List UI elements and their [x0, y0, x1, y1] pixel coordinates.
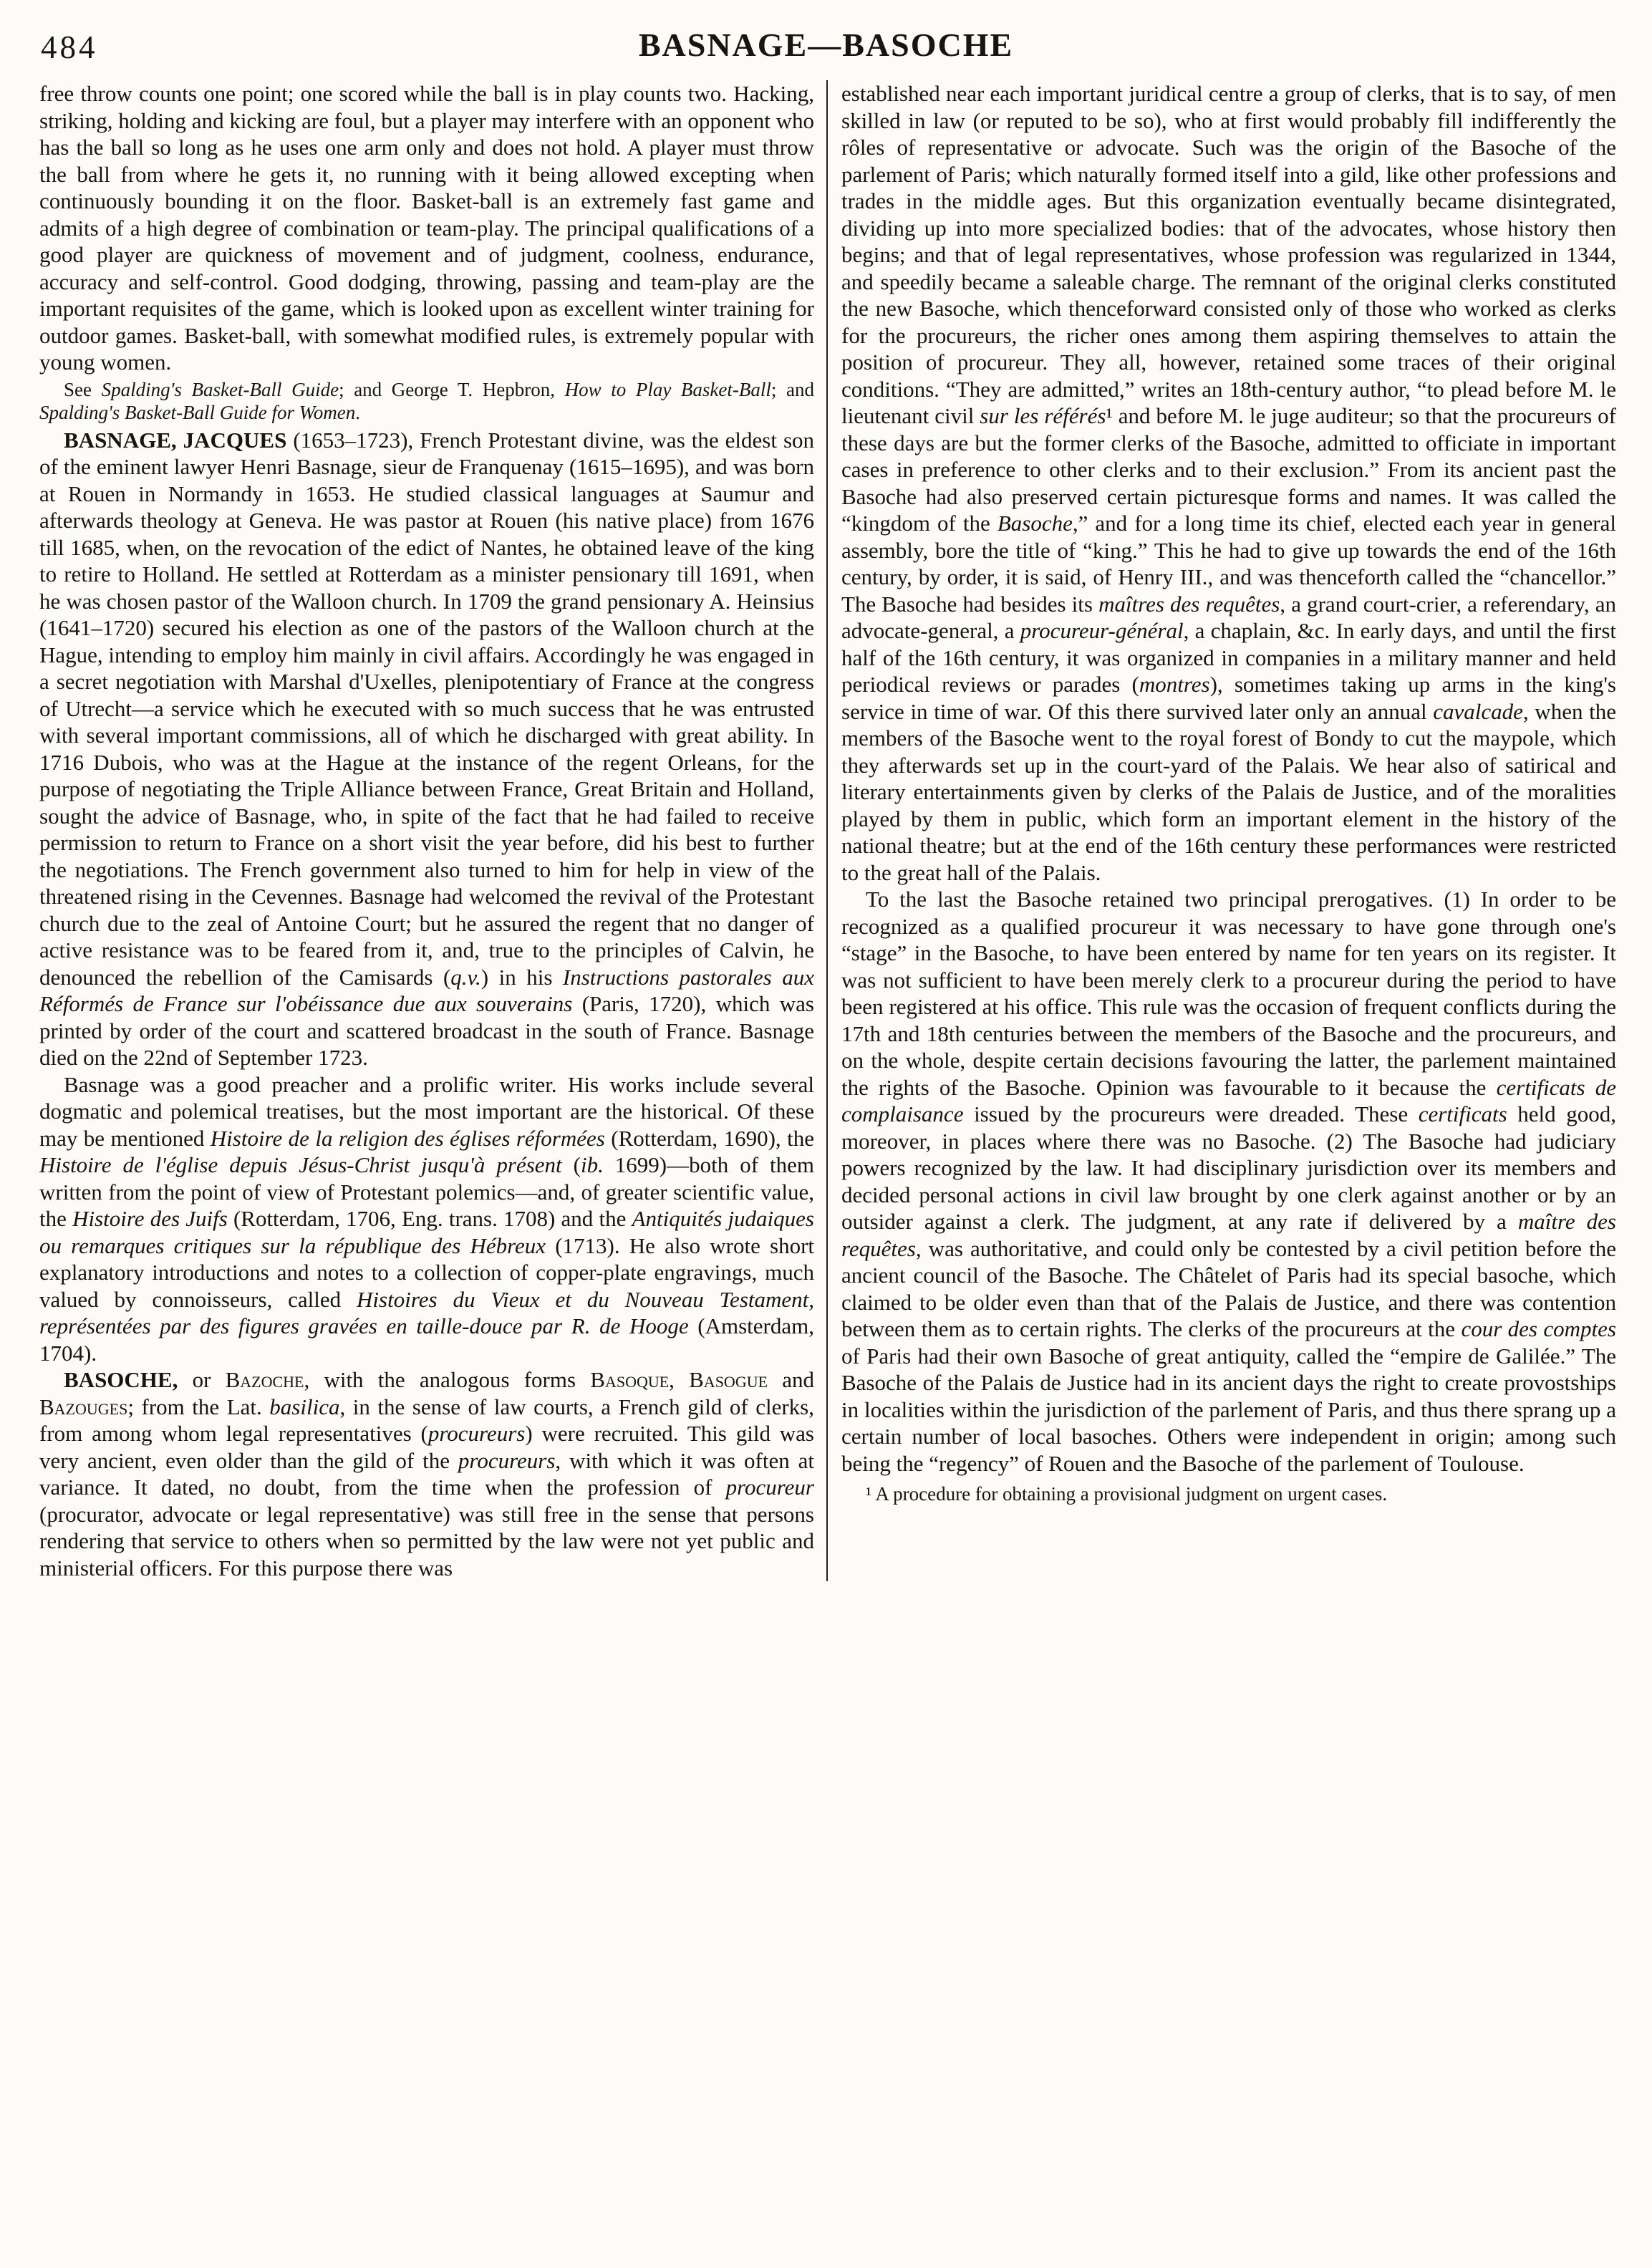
paragraph: See Spalding's Basket-Ball Guide; and George T. Hepbron, How to Play Basket-Ball; and Spalding's Basket-Ball Guide for Women. — [39, 378, 814, 423]
left-column — [39, 80, 826, 1581]
paragraph: free throw counts one point; one scored while the ball is in play counts two. Hacking, striking, holding and kicking are foul, but a player may interfere with an opponent who has the ball so long as he uses one arm only and does not hold. A player must throw the ball from where he gets it, no running with it being allowed excepting when continuously bounding it on the floor. Basket-ball is an extremely fast game and admits of a high degree of combination or team-play. The principal qualifications of a good player are quickness of movement and of judgment, coolness, endurance, accuracy and self-control. Good dodging, throwing, passing and team-play are the important requisites of the game, which is looked upon as excellent winter training for outdoor games. Basket-ball, with somewhat modified rules, is extremely popular with young women. — [39, 81, 814, 375]
paragraph: Basnage was a good preacher and a prolific writer. His works include several dogmatic and polemical treatises, but the most important are the historical. Of these may be mentioned Histoire de la religion des églises réformées (Rotterdam, 1690), the Histoire de l'église depuis Jésus-Christ jusqu'à présent (ib. 1699)—both of them written from the point of view of Protestant polemics—and, of greater scientific value, the Histoire des Juifs (Rotterdam, 1706, Eng. trans. 1708) and the Antiquités judaiques ou remarques critiques sur la république des Hébreux (1713). He also wrote short explanatory introductions and notes to a collection of copper-plate engravings, much valued by connoisseurs, called Histoires du Vieux et du Nouveau Testament, représentées par des figures gravées en taille-douce par R. de Hooge (Amsterdam, 1704). — [39, 1071, 815, 1366]
footnote: ¹ A procedure for obtaining a provisional judgment on urgent cases. — [866, 1483, 1388, 1505]
text-columns — [39, 80, 1616, 1581]
page-title: BASNAGE—BASOCHE — [638, 26, 1014, 63]
page-number: 484 — [41, 29, 98, 65]
paragraph: BASNAGE, JACQUES (1653–1723), French Protestant divine, was the eldest son of the eminent lawyer Henri Basnage, sieur de Franquenay (1615–1695), and was born at Rouen in Normandy in 1653. He studied classical languages at Saumur and afterwards theology at Geneva. He was pastor at Rouen (his native place) from 1676 till 1685, when, on the revocation of the edict of Nantes, he obtained leave of the king to retire to Holland. He settled at Rotterdam as a minister pensionary till 1691, when he was chosen pastor of the Walloon church. In 1709 the grand pensionary A. Heinsius (1641–1720) secured his election as one of the pastors of the Walloon church at the Hague, intending to employ him mainly in civil affairs. Accordingly he was engaged in a secret negotiation with Marshal d'Uxelles, plenipotentiary of France at the congress of Utrecht—a service which he executed with so much success that he was entrusted with several important commissions, all of which he discharged with great ability. In 1716 Dubois, who was at the Hague at the instance of the regent Orleans, for the purpose of negotiating the Triple Alliance between France, Great Britain and Holland, sought the advice of Basnage, who, in spite of the fact that he had failed to receive permission to return to France on a short visit the year before, did his best to further the negotiations. The French government also turned to him for help in view of the threatened rising in the Cevennes. Basnage had welcomed the revival of the Protestant church due to the zeal of Antoine Court; but he assured the regent that no danger of active resistance was to be feared from it, and, true to the principles of Calvin, he denounced the rebellion of the Camisards (q.v.) in his Instructions pastorales aux Réformés de France sur l'obéissance due aux souverains (Paris, 1720), which was printed by order of the court and scattered broadcast in the south of France. Basnage died on the 22nd of September 1723. — [39, 427, 815, 1070]
paragraph: BASOCHE, or Bazoche, with the analogous forms Basoque, Basogue and Bazouges; from the Lat. basilica, in the sense of law courts, a French gild of clerks, from among whom legal representatives (procureurs) were recruited. This gild was very ancient, even older than the gild of the procureurs, with which it was often at variance. It dated, no doubt, from the time when the profession of procureur (procurator, advocate or legal representative) was still free in the sense that persons rendering that service to others when so permitted by the law were not yet public and ministerial officers. For this purpose there was — [39, 1367, 814, 1581]
paragraph: To the last the Basoche retained two principal prerogatives. (1) In order to be recognized as a qualified procureur it was necessary to have gone through one's “stage” in the Basoche, to have been entered by name for ten years on its register. It was not sufficient to have been merely clerk to a procureur during the period to have been registered at his office. This rule was the occasion of frequent conflicts during the 17th and 18th centuries between the members of the Basoche and the procureurs, and on the whole, despite certain decisions favouring the latter, the parlement maintained the rights of the Basoche. Opinion was favourable to it because the certificats de complaisance issued by the procureurs were dreaded. These certificats held good, moreover, in places where there was no Basoche. (2) The Basoche had judiciary powers recognized by the law. It had disciplinary jurisdiction over its members and decided personal actions in civil law brought by one clerk against another or by an outsider against a clerk. The judgment, at any rate if delivered by a maître des requêtes, was authoritative, and could only be contested by a civil petition before the ancient council of the Basoche. The Châtelet of Paris had its special basoche, which claimed to be older even than that of the Palais de Justice, and there was contention between them as to certain rights. The clerks of the procureurs at the cour des comptes of Paris had their own Basoche of great antiquity, called the “empire de Galilée.” The Basoche of the Palais de Justice had in its ancient days the right to create provostships in localities within the jurisdiction of the parlement of Paris, and thus there sprang up a certain number of local basoches. Others were independent in origin; among such being the “regency” of Rouen and the Basoche of the parlement of Toulouse. — [841, 887, 1617, 1476]
paragraph: established near each important juridical centre a group of clerks, that is to say, of men skilled in law (or reputed to be so), who at first would probably fill indifferently the rôles of representative or advocate. Such was the origin of the Basoche of the parlement of Paris; which naturally formed itself into a gild, like other professions and trades in the middle ages. But this organization eventually became disintegrated, dividing up into more specialized bodies: that of the advocates, whose history then begins; and that of legal representatives, whose profession was regularized in 1344, and speedily became a saleable charge. The remnant of the original clerks constituted the new Basoche, which thenceforward consisted only of those who worked as clerks for the procureurs, the richer ones among them aspiring themselves to attain the position of procureur. They all, however, retained some traces of their original conditions. “They are admitted,” writes an 18th-century author, “to plead before M. le lieutenant civil sur les référés¹ and before M. le juge auditeur; so that the procureurs of these days are but the former clerks of the Basoche, admitted to officiate in important cases in preference to other clerks and to their exclusion.” From its ancient past the Basoche had also preserved certain picturesque forms and names. It was called the “kingdom of the Basoche,” and for a long time its chief, elected each year in general assembly, bore the title of “king.” This he had to give up towards the end of the 16th century, by order, it is said, of Henry III., and was thenceforth called the “chancellor.” The Basoche had besides its maîtres des requêtes, a grand court-crier, a referendary, an advocate-general, a procureur-général, a chaplain, &c. In early days, and until the first half of the 16th century, it was organized in companies in a military manner and held periodical reviews or parades (montres), sometimes taking up arms in the king's service in time of war. Of this there survived later only an annual cavalcade, when the members of the Basoche went to the royal forest of Bondy to cut the maypole, which they afterwards set up in the court-yard of the Palais. We hear also of satirical and literary entertainments given by clerks of the Palais de Justice, and of the moralities played by them in public, which form an important element in the history of the national theatre; but at the end of the 16th century these performances were restricted to the great hall of the Palais. — [841, 81, 1616, 885]
right-column — [826, 80, 1616, 1581]
page-header — [0, 26, 1652, 70]
